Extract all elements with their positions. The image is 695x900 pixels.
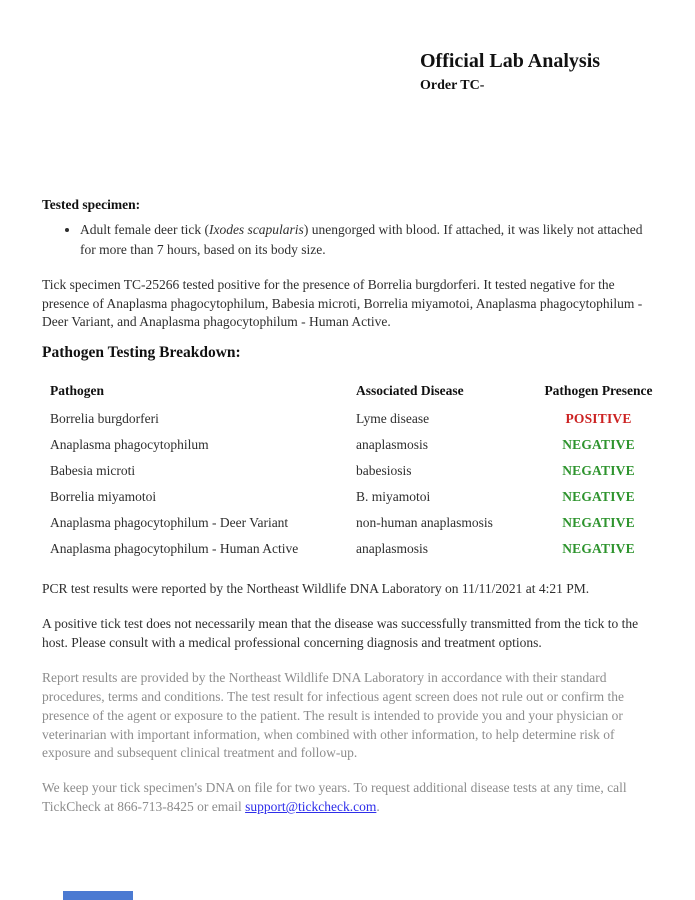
- retention-text-before: We keep your tick specimen's DNA on file for two years. To request additional disease tests at any time, call TickCheck at 866-713-8425 or email: [42, 780, 627, 815]
- table-header-row: [42, 378, 653, 407]
- column-header-presence: Pathogen Presence: [544, 382, 653, 398]
- specimen-text-prefix: Adult female deer tick (: [80, 222, 209, 238]
- support-email-link[interactable]: support@tickcheck.com: [245, 799, 377, 815]
- breakdown-heading: Pathogen Testing Breakdown:: [42, 344, 241, 362]
- table-row: [42, 485, 653, 511]
- presence-badge: NEGATIVE: [562, 514, 635, 530]
- report-timestamp-paragraph: PCR test results were reported by the Northeast Wildlife DNA Laboratory on 11/11/2021 at 4:21 PM.: [42, 581, 590, 597]
- column-header-pathogen: Pathogen: [50, 382, 104, 398]
- report-header: [420, 50, 653, 96]
- pathogen-cell: Borrelia miyamotoi: [50, 489, 157, 505]
- disease-cell: babesiosis: [356, 463, 412, 479]
- order-number: Order TC-: [420, 78, 485, 93]
- specimen-species-name: Ixodes scapularis: [208, 222, 304, 238]
- table-row: [42, 459, 653, 485]
- list-item: [80, 220, 653, 259]
- medical-advice-paragraph: A positive tick test does not necessarily mean that the disease was successfully transmitted from the tick to the host. Please consult with a medical professional concerning diagnosis and treatment options.: [42, 616, 639, 650]
- disease-cell: anaplasmosis: [356, 437, 428, 453]
- pathogen-cell: Babesia microti: [50, 463, 136, 479]
- pathogen-table: [42, 378, 653, 562]
- table-row: [42, 510, 653, 536]
- presence-badge: NEGATIVE: [562, 463, 635, 479]
- presence-badge: NEGATIVE: [562, 540, 635, 556]
- pathogen-cell: Borrelia burgdorferi: [50, 411, 159, 427]
- presence-badge: POSITIVE: [565, 411, 632, 427]
- disclaimer-paragraph: Report results are provided by the Northeast Wildlife DNA Laboratory in accordance with their standard procedures, terms and conditions. The test result for infectious agent screen does not rule out or confirm the presence of the agent or exposure to the patient. The result is intended to provide you and your physician or veterinarian with important information, when combined with other information, to help determine risk of exposure and subsequent clinical treatment and follow-up.: [42, 669, 624, 761]
- pathogen-cell: Anaplasma phagocytophilum - Human Active: [50, 540, 299, 556]
- retention-text-after: .: [376, 799, 380, 815]
- specimen-text-suffix: ) unengorged with blood. If attached, it was likely not attached for more than 7 hours, based on its body size.: [80, 222, 643, 258]
- presence-badge: NEGATIVE: [562, 437, 635, 453]
- table-row: [42, 433, 653, 459]
- presence-badge: NEGATIVE: [562, 489, 635, 505]
- specimen-list: [42, 220, 653, 259]
- disease-cell: anaplasmosis: [356, 540, 428, 556]
- table-row: [42, 536, 653, 562]
- result-summary-paragraph: Tick specimen TC-25266 tested positive for the presence of Borrelia burgdorferi. It tested negative for the presence of Anaplasma phagocytophilum, Babesia microti, Borrelia miyamotoi, Anaplasma phagocytophilum - Deer Variant, and Anaplasma phagocytophilum - Human Active.: [42, 276, 643, 330]
- retention-paragraph: [42, 779, 653, 817]
- column-header-disease: Associated Disease: [356, 382, 464, 398]
- page-title: Official Lab Analysis: [420, 50, 601, 72]
- disease-cell: Lyme disease: [356, 411, 430, 427]
- pathogen-cell: Anaplasma phagocytophilum - Deer Variant: [50, 514, 289, 530]
- footer-blue-bar: [63, 891, 133, 900]
- disease-cell: non-human anaplasmosis: [356, 514, 493, 530]
- pathogen-cell: Anaplasma phagocytophilum: [50, 437, 209, 453]
- table-row: [42, 407, 653, 433]
- disease-cell: B. miyamotoi: [356, 489, 431, 505]
- tested-specimen-heading: Tested specimen:: [42, 196, 141, 212]
